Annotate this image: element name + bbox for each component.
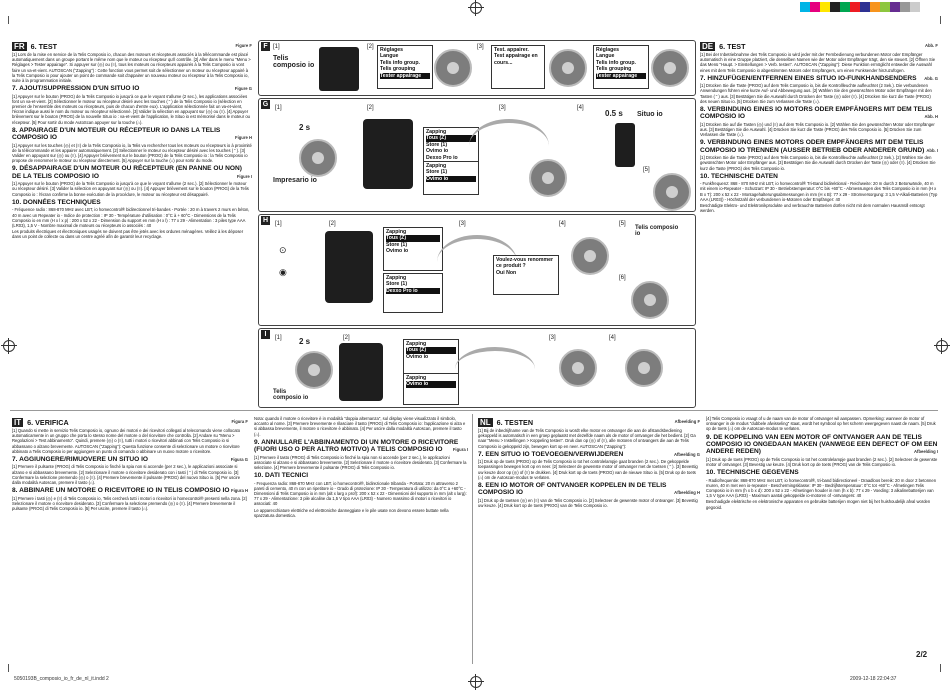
german-section bbox=[700, 40, 938, 406]
column-divider bbox=[472, 414, 473, 664]
rename-options: Oui Non bbox=[496, 269, 517, 276]
telis-device bbox=[363, 119, 413, 189]
fr-pairing-title: 8. APPAIRAGE D'UN MOTEUR OU RÉCEPTEUR IO DANS LA TELIS COMPOSIO IO bbox=[12, 126, 221, 142]
step-label: [3] bbox=[549, 335, 556, 341]
it-tech-title: 10. DATI TECNICI bbox=[254, 472, 309, 480]
time-05s: 0.5 s bbox=[605, 109, 623, 118]
up-button-icon: ⊙ bbox=[279, 245, 287, 255]
nl-note-text: [4] Telis Composio io vraagt of u de naam van de motor of ontvanger wil aanpassen. Opmerking: wanneer de motor of ontvanger in de modus "dubbele afwisseling" staat, wordt het symbool op het scherm weergegeven naast de naam. [5] Druk op de toets (⌂) om de Autoscan-modus te verlaten. bbox=[706, 416, 936, 432]
crop-mark bbox=[8, 16, 9, 24]
figure-ref: Afbeelding F bbox=[674, 419, 700, 424]
registration-mark-top bbox=[470, 2, 482, 14]
page-number: 2/2 bbox=[916, 650, 928, 659]
figure-ref: Figure G bbox=[234, 86, 252, 92]
figure-f-label: F bbox=[261, 42, 270, 51]
telis-remote-icon bbox=[549, 49, 587, 87]
nl-test-title: 6. TESTEN bbox=[496, 418, 534, 427]
step-label: [4] bbox=[559, 221, 566, 227]
figure-i bbox=[258, 328, 696, 408]
step-label: [2] bbox=[329, 221, 336, 227]
nl-tech-title: 10. TECHNISCHE GEGEVENS bbox=[706, 469, 799, 477]
step-label: [6] bbox=[619, 275, 626, 281]
language-tag-fr: FR bbox=[14, 42, 25, 51]
print-slug-file: 5050193B_composio_io_fr_de_nl_it.indd 2 bbox=[14, 676, 109, 682]
de-pairing-text: [1] Drücken Sie auf die Tasten (◎) und (≡) auf dem Telis Composio io. [2] Wählen Sie den gewünschten Motor oder Empfänger aus. [3] Bestätigen Sie die Auswahl. [4] Drücken Sie kurz die Taste (PROG) des Telis Composio io. [5] Drücken Sie zum Verlassen die Taste (⌂). bbox=[700, 121, 935, 138]
menu-item: Langue bbox=[380, 53, 399, 60]
step-label: [3] bbox=[459, 221, 466, 227]
nl-test-text: [1] Bij de inbedrijfname van de Telis Composio io wordt elke motor en ontvanger die aan de afstandsbediening gekoppeld is automatisch in een groep geplaatst met dezelfde naam als de motor of ontvanger die het bedient. [2] Ga naar "Menu > Instellingen > Koppeling testen". Druk dan op (◎) of (≡), alle motoren of ontvangers die aan de Telis Composio io gekoppeld zijn, bewegen kort op en neer. AUTOSCAN ("Zapping"): bbox=[478, 428, 696, 449]
step-label: [1] bbox=[273, 44, 280, 50]
zapping-screen-2 bbox=[383, 273, 443, 313]
de-pairing-title: 8. VERBINDUNG EINES IO MOTORS ODER EMPFÄNGERS MIT DEM TELIS COMPOSIO IO bbox=[700, 106, 933, 121]
zap-item: Store (1) bbox=[386, 241, 408, 248]
fr-tech-title: 10. DONNÉES TECHNIQUES bbox=[12, 198, 101, 206]
color-swatch bbox=[910, 2, 920, 12]
nl-unpair-title: 9. DE KOPPELING VAN EEN MOTOR OF ONTVANGER AAN DE TELIS COMPOSIO IO ONGEDAAN MAKEN (VANWEGE EEN DEFECT OF OM EEN ANDERE REDEN) bbox=[706, 433, 938, 456]
test-screen bbox=[491, 45, 545, 89]
de-test-title: 6. TEST bbox=[719, 42, 746, 51]
menu-screen bbox=[593, 45, 649, 89]
crop-mark bbox=[940, 664, 941, 672]
figure-f bbox=[258, 40, 696, 96]
de-recycling-text: Beschädigte Elektro- und Elektronikprodukte und verbrauchte Batterien dürfen nicht mit dem normalen Hausmüll entsorgt werden. bbox=[700, 203, 925, 214]
nl-situo-text: [1] Druk op de toets (PROG) op de Telis Composio io tot het controlelampje gaat branden (2 sec.). De gekoppelde toepassingen bewegen kort op en neer. [2] Selecteer de gewenste motor of ontvanger met de toetsen (⌃). [3] Bevestig uw keuze door op (◎) of (≡) te drukken. [4] Druk kort op de toets (PROG) van de nieuwe Situo io. [5] Druk op de toets (⌂) om de Autoscan-modus te verlaten. bbox=[478, 459, 698, 480]
step-label: [5] bbox=[619, 221, 626, 227]
figure-ref: Figura G bbox=[230, 457, 248, 463]
fr-recycling-text: Les produits électriques et électroniques usagés ne doivent pas être jetés avec les ordures ménagères. Veillez à les déposer dans un point de collecte ou dans un centre agréé afin de garantir leur recyclage. bbox=[12, 229, 244, 240]
figure-ref: Figure H bbox=[235, 135, 252, 141]
dutch-section-col2 bbox=[706, 416, 938, 652]
page-divider bbox=[10, 410, 938, 411]
rename-question: Voulez-vous renommer ce produit ? bbox=[496, 257, 553, 270]
it-recycling-text: Le apparecchiature elettriche ed elettroniche danneggiate e le pile usate non devono essere buttate nella spazzatura domestica. bbox=[254, 507, 449, 518]
de-tech-text: - Funkfrequenz: 868 - 870 MHz mit LBT, io homecontrol® Tri-Band bidirektional - Reichweite: 20 m durch 2 Betonwände, 40 m mit einem io-Repeater - Schutzart: IP 30 - Betriebstemperatur: 0°C bis +60°C - Abmessungen des Telis Composio io in mm (H x B x T): 200 x 52 x 22 - Montagehalterungsabmessungen in mm (H x B): 77 x 29 - Stromversorgung: 3 1,5 V-Alkali-Batterien (Typ AAA (LR03)) - Höchstzahl der verbundenen io-Motoren oder Empfänger: 40 bbox=[700, 181, 938, 202]
zap-title: Zapping bbox=[386, 275, 407, 281]
figure-i-label: I bbox=[261, 330, 270, 339]
zap-item-selected: Ovimo io bbox=[406, 381, 456, 387]
telis-remote-icon bbox=[559, 349, 597, 387]
telis-caption: Telis composio io bbox=[273, 55, 315, 69]
zap-title: Zapping bbox=[426, 129, 447, 135]
my-button-icon: ◉ bbox=[279, 267, 287, 277]
menu-item: Telis grouping bbox=[596, 66, 632, 73]
italian-section-col2 bbox=[254, 416, 468, 662]
zap-item-selected: Dexxo Pro io bbox=[386, 288, 440, 294]
it-unpair-text: [1] Premere il tasto (PROG) di Telis Composio io finché la spia non si accende (per 2 sec.), le applicazioni associate si alzano e si abbassano brevemente. [2] Selezionare il motore o ricevitore desiderato. [3] Confermare la selezione. [4] Premere brevemente il pulsante (PROG) di Telis Composio io. bbox=[254, 454, 467, 471]
menu-item: Telis grouping bbox=[380, 66, 416, 73]
time-2s: 2 s bbox=[299, 337, 311, 346]
color-swatch bbox=[850, 2, 860, 12]
color-swatch bbox=[890, 2, 900, 12]
telis-remote-icon bbox=[529, 159, 567, 197]
language-tag-de: DE bbox=[702, 42, 714, 51]
telis-remote-icon bbox=[625, 349, 663, 387]
zap-title: Zapping bbox=[426, 163, 447, 169]
situo-remote bbox=[615, 123, 635, 167]
step-label: [3] bbox=[499, 105, 506, 111]
fr-unpair-text: [1] Appuyer sur le bouton (PROG) de la Telis Composio io jusqu'à ce que le voyant s'allume (2 sec.). [2] Sélectionner le moteur ou récepteur désiré. [3] Valider la sélection en appuyant sur (◎) ou (≡). [4] Appuyer brièvement sur le bouton (PROG) de la Telis Composio io : l'écran confirme la bonne exécution de la procédure, le moteur ou récepteur est désappairé. bbox=[12, 181, 249, 197]
step-label: [2] bbox=[367, 44, 374, 50]
menu-item-selected: Tester appairage bbox=[380, 73, 430, 79]
zap-item-selected: Ovimo io bbox=[426, 176, 476, 182]
zap-item: Ovimo io bbox=[386, 248, 409, 255]
zap-item: Ovimo io bbox=[406, 353, 429, 360]
telis-label: Telis composio io bbox=[635, 225, 679, 237]
menu-item-selected: Tester appairage bbox=[596, 73, 646, 79]
step-label: [1] bbox=[275, 105, 282, 111]
zap-item-selected: Tous (Z) bbox=[386, 235, 440, 241]
figure-ref: Afbeelding I bbox=[914, 449, 938, 455]
step-label: [2] bbox=[343, 335, 350, 341]
figure-g bbox=[258, 98, 696, 212]
color-swatch bbox=[880, 2, 890, 12]
figure-ref: Figura I bbox=[452, 447, 468, 453]
it-pairing-text: [1] Premere i tasti (◎) e (≡) di Telis Composio io, Telis cercherà tutti i motori o ricevitori io homecontrol® presenti nella zona. [2] Selezionare il motore o ricevitore desiderato. [3] Confermare la selezione premendo (◎) o (≡). [4] Premere brevemente il pulsante (PROG) di Telis Composio io. [5] Per uscire, premere il tasto (⌂). bbox=[12, 495, 247, 512]
menu-item: Langue bbox=[596, 53, 615, 60]
language-tag-it: IT bbox=[14, 418, 22, 427]
figure-ref: Figura F bbox=[231, 419, 248, 424]
de-unpair-title: 9. VERBINDUNG EINES MOTORS ODER EMPFÄNGERS MIT DEM TELIS COMPOSIO IO TRENNEN (AUSSER BETRIEB ODER ANDERER GRUND) bbox=[700, 139, 925, 154]
de-unpair-text: [1] Drücken Sie die Taste (PROG) auf dem Telis Composio io, bis die Kontrollleuchte aufleuchtet (2 Sek.). [2] Wählen Sie den gewünschten Motor oder Empfänger aus. [3] Bestätigen Sie die Auswahl durch Drücken der Taste (◎) oder (≡). [4] Drücken Sie kurz die Taste (PROG) des Telis Composio io. bbox=[700, 155, 936, 171]
registration-mark-bottom bbox=[470, 676, 482, 688]
fr-test-title: 6. TEST bbox=[30, 42, 58, 51]
step-label: [4] bbox=[609, 335, 616, 341]
nl-recycling-text: Beschadigde elektrische en elektronische apparaten en gebruikte batterijen mogen niet bij het huishoudelijk afval worden gegooid. bbox=[706, 499, 931, 510]
figure-ref: Abb. H bbox=[924, 114, 938, 120]
zapping-screen bbox=[383, 227, 443, 271]
telis-device bbox=[339, 343, 383, 401]
color-swatch bbox=[840, 2, 850, 12]
fr-pairing-text: [1] Appuyer sur les touches (◎) et (≡) de la Telis Composio io, la Telis va rechercher tous les moteurs ou récepteurs io à proximité de la télécommande et les appairer automatiquement. [2] Sélectionner le moteur ou récepteur désiré avec les touches (⌃). [3] Valider en appuyant sur (◎) ou (≡). [4] Appuyer brièvement sur le bouton (PROG) de la Telis Composio io : la Telis Composio io propose de renommer le moteur ou récepteur directement. [5] Appuyer sur la touche (⌂) pour sortir du mode. bbox=[12, 142, 252, 164]
color-swatch bbox=[810, 2, 820, 12]
fr-tech-text: - Fréquence radio : 868-870 MHz avec LBT, io homecontrol® bidirectionnel tri-bandes - Portée : 20 m à travers 2 murs en béton, 40 m avec un Repeater io - Indice de protection : IP 30 - Température d'utilisation : 0°C à + 60°C - Dimensions de la Telis Composio io en mm (H x l x p) : 200 x 52 x 22 - Dimension du support en mm (H x l) : 77 x 29 - Alimentation : 3 piles type AAA (LR03), 1,5 V - Nombre maximal de moteurs ou récepteurs io associés : 40 bbox=[12, 207, 250, 228]
telis-remote-icon bbox=[631, 281, 669, 319]
nl-tech-text: - Radiofrequentie: 868-870 MHz met LBT, io homecontrol®, tri-band bidirectioneel - Draadloos bereik: 20 m door 2 betonnen muren, 40 m met een io-repeater - Beschermingsklasse: IP 30 - Bedrijfstemperatuur: 0°C tot +60°C - Afmetingen Telis Composio io in mm (h x b x d): 200 x 52 x 22 - Afmetingen houder in mm (h x b): 77 x 29 - Voeding: 3 alkalinebatterijen van 1,5 V type AAA (LR03) - Maximum aantal gekoppelde io-motoren of -ontvangers: 40 bbox=[706, 477, 937, 499]
figure-ref: Abb. I bbox=[926, 147, 938, 153]
figure-ref: Abb. G bbox=[924, 75, 938, 81]
it-unpair-title: 9. ANNULLARE L'ABBINAMENTO DI UN MOTORE O RICEVITORE (FUORI USO O PER ALTRO MOTIVO) A TELIS COMPOSIO IO bbox=[254, 438, 459, 454]
nl-pairing-title: 8. EEN IO MOTOR OF ONTVANGER KOPPELEN IN DE TELIS COMPOSIO IO bbox=[478, 482, 667, 497]
it-test-title: 6. VERIFICA bbox=[27, 418, 69, 427]
telis-remote-icon bbox=[434, 49, 472, 87]
menu-title: Réglages bbox=[596, 47, 620, 53]
fr-situo-text: [1] Appuyer sur le bouton (PROG) de la Telis Composio io jusqu'à ce que le voyant s'allume (2 sec.), les applications associées font un va-et-vient. [2] Sélectionner le moteur ou récepteur désiré avec les touches (⌃) de la Telis Composio io (sélection en premier de l'ensemble des moteurs ou récepteurs, puis de chacun d'entre eux). L'application sélectionnée fait un va-et-vient, l'écran indique aussi le nom du moteur ou récepteur sélectionné. [3] Valider la sélection en appuyant sur (◎) ou (≡). [4] Appuyer brièvement sur le bouton (PROG) de la nouvelle Situo io : va-et-vient de l'application, le Situo io est mémorisé dans le moteur ou récepteur. [5] Pour sortir du mode AutoScan appuyer sur la touche (⌂). bbox=[12, 93, 250, 125]
language-tag-nl: NL bbox=[480, 418, 491, 427]
zapping-screen-2 bbox=[423, 161, 479, 195]
menu-screen bbox=[377, 45, 433, 89]
fr-unpair-title: 9. DÉSAPPAIRAGE D'UN MOTEUR OU RÉCEPTEUR (EN PANNE OU NON) DE LA TELIS COMPOSIO IO bbox=[12, 165, 242, 180]
menu-item: Telis info group. bbox=[596, 59, 636, 66]
impresario-label: Impresario io bbox=[273, 177, 317, 184]
crop-mark bbox=[940, 16, 941, 24]
italian-section-col1 bbox=[12, 416, 248, 662]
menu-title: Réglages bbox=[380, 47, 404, 53]
zap-item: Dexxo Pro io bbox=[426, 154, 458, 161]
step-label: [1] bbox=[275, 335, 282, 341]
french-section bbox=[12, 40, 252, 406]
zap-title: Zapping bbox=[406, 341, 427, 347]
figure-g-label: G bbox=[262, 101, 269, 108]
figure-h bbox=[258, 214, 696, 326]
zapping-screen-2 bbox=[403, 373, 459, 405]
color-swatch bbox=[860, 2, 870, 12]
fr-situo-title: 7. AJOUT/SUPPRESSION D'UN SITUO IO bbox=[12, 85, 140, 93]
it-situo-text: [1] Premere il pulsante (PROG) di Telis Composio io finché la spia non si accende (per 2 sec.), le applicazioni associate si alzano e si abbassano brevemente. [2] Selezionare il motore o ricevitore desiderato con i tasti (⌃) di Telis Composio io. [3] Confermare la selezione premendo (◎) o (≡). [4] Premere brevemente il pulsante (PROG) del nuovo Situo io. [5] Per uscire dalla modalità Autoscan, premere il tasto (⌂). bbox=[12, 464, 241, 486]
step-label: [1] bbox=[275, 221, 282, 227]
figure-ref: Abb. F bbox=[924, 43, 938, 48]
figure-ref: Figure F bbox=[235, 43, 252, 48]
situo-label: Situo io bbox=[637, 111, 663, 118]
telis-device bbox=[319, 47, 359, 91]
de-tech-title: 10. TECHNISCHE DATEN bbox=[700, 172, 778, 180]
it-note-text: Nota: quando il motore o ricevitore è in modalità "doppia alternanza", sul display viene visualizzato il simbolo, accanto al nome. [3] Premere brevemente e rilasciare il tasto (PROG) di Telis Composio io: l'applicazione si alza e si abbassa brevemente, il motore o ricevitore è abbinato. [4] Per uscire dalla modalità Autoscan, premere il tasto (⌂). bbox=[254, 416, 466, 437]
flow-arrow bbox=[455, 347, 535, 391]
zap-item: Store (1) bbox=[426, 169, 448, 176]
figure-ref: Figura H bbox=[231, 488, 248, 494]
de-test-text: [1] Bei der Inbetriebnahme des Telis Composio io wird jeder mit der Fernbedienung verbundenen Motor oder Empfänger automatisch in eine Gruppe platziert, die denselben Namen wie der Motor oder Empfänger trägt, den sie steuert. [2] Öffnen Sie das Menü "Haupt. > Einstellungen > Verb. testen". AUTOSCAN ("Zapping"): Diese Funktion ermöglicht entweder die Auswahl eines mit dem Telis Composio io abgestimmten Motors oder Empfängers, um einen Funksender hinzuzufügen. bbox=[700, 52, 936, 73]
it-situo-title: 7. AGGIUNGERE/RIMUOVERE UN SITUO IO bbox=[12, 456, 149, 464]
zap-item: Ovimo io bbox=[426, 148, 449, 155]
step-label: [2] bbox=[367, 105, 374, 111]
it-pairing-title: 8. ABBINARE UN MOTORE O RICEVITORE IO IN TELIS COMPOSIO IO bbox=[12, 487, 230, 495]
rename-screen bbox=[493, 255, 559, 295]
telis-remote-icon bbox=[571, 237, 609, 275]
nl-pairing-text: [1] Druk op de toetsen (◎) en (≡) van de Telis Composio io. [2] Selecteer de gewenste motor of ontvanger. [3] Bevestig uw keuze. [4] Druk kort op de toets (PROG) van de Telis Composio io. bbox=[478, 497, 698, 509]
zap-title: Zapping bbox=[386, 229, 407, 235]
figure-ref: Figure I bbox=[236, 173, 252, 179]
fr-test-text: [1] Lors de la mise en service de la Telis Composio io, chacun des moteurs et récepteurs associés à la télécommande est placé automatiquement dans un groupe portant le même nom que le moteur ou récepteur qu'il contrôle. [2] Aller dans le menu "Menu > Réglages > Tester appairage". Si appuyer sur (◎) ou (≡), tous les moteurs ou récepteurs appairés à la Telis Composio io vont faire un va-et-vient. AUTOSCAN ("Zapping") : Cette fonction vous permet soit de sélectionner un moteur ou récepteur appairé à la Telis Composio io pour ajouter un point de commande soit d'appairer un nouveau moteur ou récepteur à la Telis Composio io, suite à la programmation initiale. bbox=[12, 52, 251, 84]
telis-remote-icon bbox=[299, 139, 337, 177]
color-bar bbox=[800, 2, 920, 12]
menu-item: Telis info group. bbox=[380, 59, 420, 66]
figure-h-label: H bbox=[262, 217, 269, 224]
zap-item: Store (1) bbox=[426, 141, 448, 148]
it-test-text: [1] Quando si mette in servizio Telis Composio io, ognuno dei motori e dei ricevitori collegati al telecomando viene collocato automaticamente in un gruppo che porta lo stesso nome del motore o del ricevitore che controlla. [2] Andare su "Menu > Regolazioni > Test abbinamento". Quindi, premere (◎) o (≡), tutti i motori o ricevitori abbinati con Telis Composio io si abbassano o alzano brevemente. AUTOSCAN ("Zapping"): Questa funzione consente di selezionare un motore o ricevitore abbinato a Telis Composio io per aggiungere un punto di comando o abbinare un nuovo motore o ricevitore. bbox=[12, 428, 241, 454]
step-label: [3] bbox=[477, 44, 484, 50]
test-status: Test appairage en cours... bbox=[494, 53, 538, 66]
zap-title: Zapping bbox=[406, 375, 427, 381]
telis-remote-icon bbox=[295, 351, 333, 389]
dutch-section-col1 bbox=[478, 416, 700, 662]
step-label: [4] bbox=[577, 105, 584, 111]
color-swatch bbox=[830, 2, 840, 12]
nl-situo-title: 7. EEN SITUO IO TOEVOEGEN/VERWIJDEREN bbox=[478, 450, 624, 458]
telis-remote-icon bbox=[653, 173, 691, 211]
color-swatch bbox=[870, 2, 880, 12]
nl-unpair-text: [1] Druk op de toets (PROG) op de Telis Composio io tot het controlelampje gaat branden (2 sec.). [2] Selecteer de gewenste motor of ontvanger. [3] Bevestig uw keuze. [4] Druk kort op de toets (PROG) van de Telis Composio io. bbox=[706, 456, 938, 468]
figure-ref: Afbeelding H bbox=[674, 490, 700, 496]
de-situo-text: [1] Drücken Sie die Taste (PROG) auf dem Telis Composio io, bis die Kontrollleuchte aufleuchtet (2 Sek.). Die verbundenen Anwendungen führen eine kurze Auf- und Abbewegung aus. [2] Wählen Sie den gewünschten Motor oder Empfänger mit den Tasten (⌃) aus. [3] Bestätigen Sie die Auswahl durch Drücken der Taste (◎) oder (≡). [4] Drücken Sie kurz die Taste (PROG) des neuen Situo io. [5] Drücken Sie zum Verlassen die Taste (⌂). bbox=[700, 83, 932, 104]
figure-ref: Afbeelding G bbox=[673, 451, 700, 457]
print-slug-date: 2009-12-18 22:04:37 bbox=[850, 676, 897, 682]
zap-item-selected: Tous (Z) bbox=[426, 135, 476, 141]
color-swatch bbox=[900, 2, 910, 12]
zap-item-selected: Tous (Z) bbox=[406, 347, 456, 353]
step-label: [5] bbox=[643, 167, 650, 173]
telis-device bbox=[325, 231, 373, 303]
time-2s: 2 s bbox=[299, 123, 311, 132]
de-situo-title: 7. HINZUFÜGEN/ENTFERNEN EINES SITUO IO-FUNKHANDSENDERS bbox=[700, 74, 917, 82]
telis-label: Telis composio io bbox=[273, 389, 309, 401]
zap-item: Store (1) bbox=[386, 281, 408, 288]
crop-mark bbox=[8, 664, 9, 672]
color-swatch bbox=[820, 2, 830, 12]
color-swatch bbox=[800, 2, 810, 12]
test-title: Test. appairer. bbox=[494, 47, 529, 53]
it-tech-text: - Frequenza radio: 868-870 MHz con LBT, io homecontrol®, bidirezionale tribanda - Portata: 20 m attraverso 2 pareti di cemento, 40 m con un ripetitore io - Grado di protezione: IP 30 - Temperatura di utilizzo: da 0°C a +60°C - Dimensioni di Telis Composio io in mm (alt x larg x prof): 200 x 52 x 22 - Dimensioni del supporto in mm (alt x larg): 77 x 29 - Alimentazione: 3 pile alcaline da 1,5 V tipo AAA (LR03) - Numero massimo di motori o ricevitori io associati: 40 bbox=[254, 480, 467, 507]
telis-remote-icon bbox=[651, 49, 689, 87]
zapping-screen bbox=[403, 339, 459, 375]
